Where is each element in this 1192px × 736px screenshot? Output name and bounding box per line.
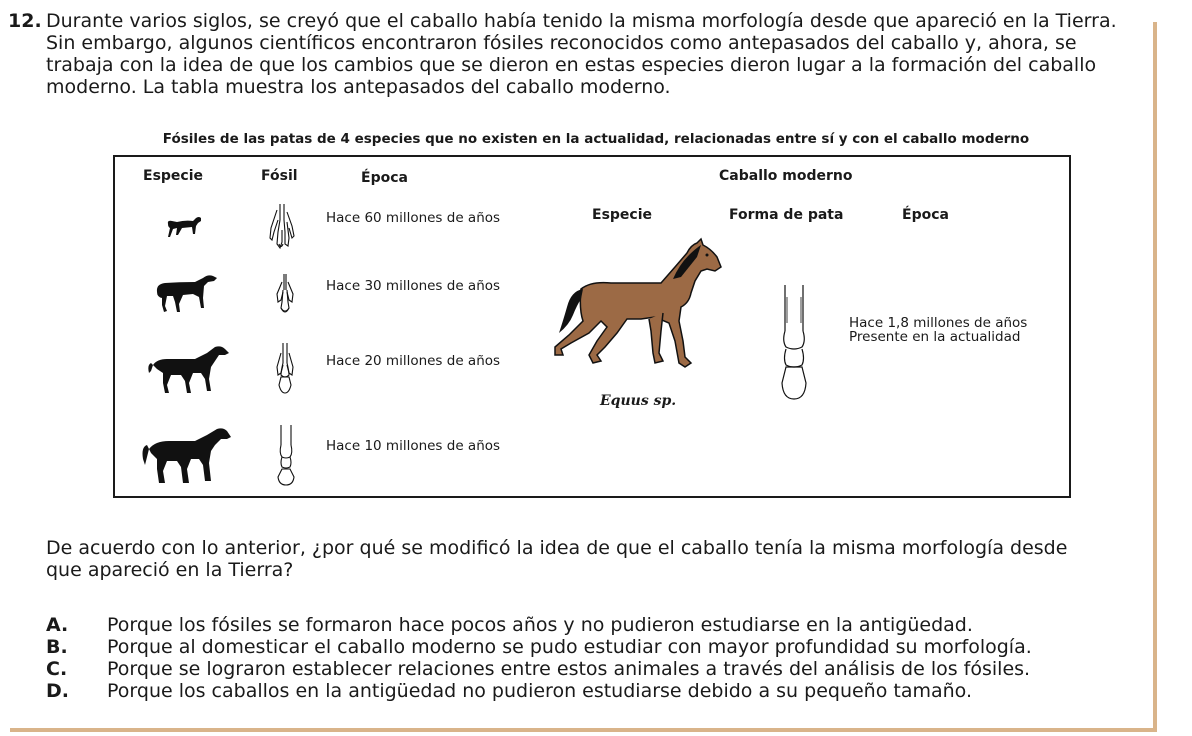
three-toe-foot-icon xyxy=(273,272,297,318)
option-letter: C. xyxy=(46,658,68,680)
header-species: Especie xyxy=(143,168,204,184)
large-horse-ancestor-icon xyxy=(139,425,233,487)
modern-header-species: Especie xyxy=(592,207,653,223)
option-letter: A. xyxy=(46,614,69,636)
medium-horse-ancestor-icon xyxy=(145,343,231,399)
question-stem xyxy=(46,10,1146,98)
modern-header-leg: Forma de pata xyxy=(729,207,844,223)
question-prompt xyxy=(46,537,1146,581)
epoch-20: Hace 20 millones de años xyxy=(326,353,501,369)
frame-border-right xyxy=(1153,22,1157,732)
modern-horse-icon xyxy=(551,237,727,387)
stem-line: Durante varios siglos, se creyó que el caballo había tenido la misma morfología desde que apareció en la Tierra. xyxy=(46,10,1117,32)
frame-border-bottom xyxy=(10,728,1157,732)
modern-epoch-line: Hace 1,8 millones de años xyxy=(849,315,1028,331)
stem-line: trabaja con la idea de que los cambios que se dieron en estas especies dieron lugar a la formación del caballo xyxy=(46,54,1097,76)
tiny-horse-ancestor-icon xyxy=(165,212,205,242)
prompt-line: De acuerdo con lo anterior, ¿por qué se modificó la idea de que el caballo tenía la misma morfología desde xyxy=(46,537,1068,559)
option-letter: B. xyxy=(46,636,68,658)
modern-epoch-line: Presente en la actualidad xyxy=(849,329,1021,345)
three-toe-hoof-icon xyxy=(273,341,297,397)
modern-epoch xyxy=(849,316,1027,344)
header-epoch: Época xyxy=(361,170,408,186)
stem-line: Sin embargo, algunos científicos encontraron fósiles reconocidos como antepasados del caballo y, ahora, se xyxy=(46,32,1077,54)
modern-header-epoch: Época xyxy=(902,207,949,223)
fossil-table xyxy=(113,155,1071,498)
epoch-60: Hace 60 millones de años xyxy=(326,210,501,226)
four-toe-foot-icon xyxy=(267,202,297,252)
option-text: Porque los fósiles se formaron hace pocos años y no pudieron estudiarse en la antigüedad. xyxy=(107,614,973,636)
modern-species-name: Equus sp. xyxy=(600,393,677,409)
modern-horse-title: Caballo moderno xyxy=(719,168,853,184)
modern-leg-hoof-icon xyxy=(779,283,809,403)
stem-line: moderno. La tabla muestra los antepasados del caballo moderno. xyxy=(46,76,671,98)
epoch-10: Hace 10 millones de años xyxy=(326,438,501,454)
header-fossil: Fósil xyxy=(261,168,298,184)
option-letter: D. xyxy=(46,680,69,702)
prompt-line: que apareció en la Tierra? xyxy=(46,559,294,581)
epoch-30: Hace 30 millones de años xyxy=(326,278,501,294)
table-caption: Fósiles de las patas de 4 especies que no existen en la actualidad, relacionadas entre sí y con el caballo moderno xyxy=(162,131,1030,147)
question-number: 12. xyxy=(8,10,42,32)
small-horse-ancestor-icon xyxy=(153,270,219,318)
option-text: Porque al domesticar el caballo moderno se pudo estudiar con mayor profundidad su morfología. xyxy=(107,636,1032,658)
single-hoof-icon xyxy=(275,423,297,489)
option-text: Porque los caballos en la antigüedad no pudieron estudiarse debido a su pequeño tamaño. xyxy=(107,680,972,702)
option-text: Porque se lograron establecer relaciones entre estos animales a través del análisis de los fósiles. xyxy=(107,658,1031,680)
